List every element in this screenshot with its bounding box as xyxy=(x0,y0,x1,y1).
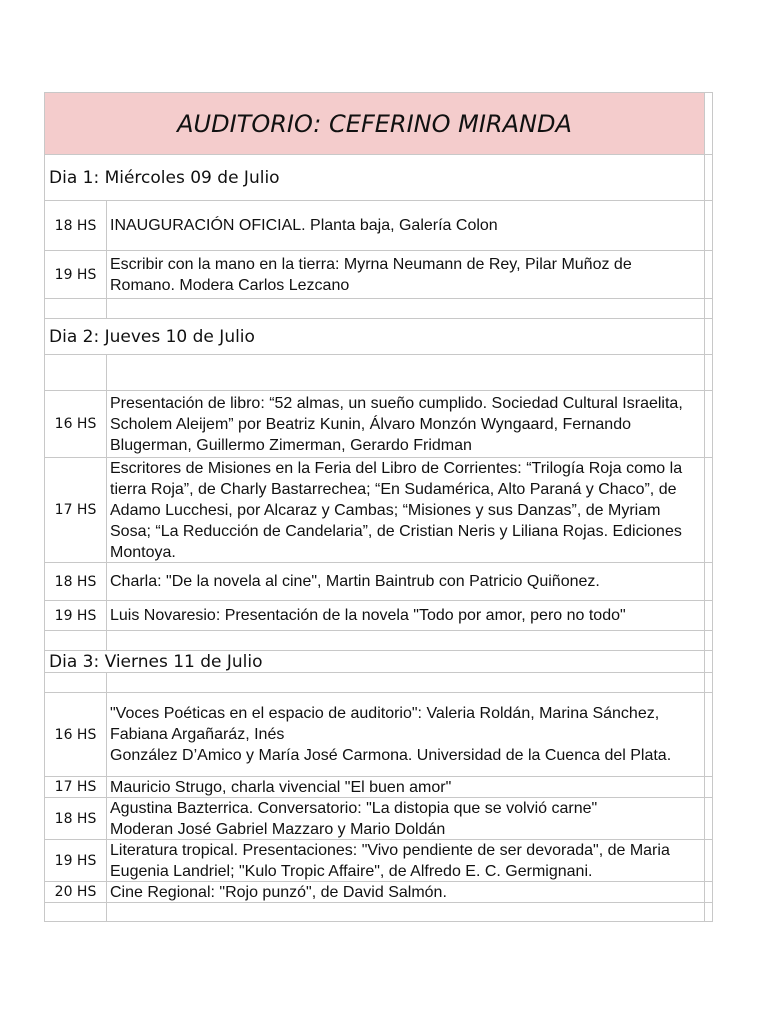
event-description: Mauricio Strugo, charla vivencial "El buen amor" xyxy=(110,778,452,796)
day-heading: Dia 2: Jueves 10 de Julio xyxy=(49,326,255,347)
event-time: 17 HS xyxy=(45,777,107,797)
day-heading-row xyxy=(45,651,713,673)
event-description: Cine Regional: "Rojo punzó", de David Salmón. xyxy=(110,883,447,901)
event-time: 18 HS xyxy=(45,201,107,250)
event-time: 17 HS xyxy=(45,458,107,562)
event-row xyxy=(45,563,713,601)
title-row xyxy=(45,93,713,155)
event-row xyxy=(45,601,713,631)
day-heading: Dia 1: Miércoles 09 de Julio xyxy=(49,167,280,188)
empty-row xyxy=(45,355,713,391)
event-time: 20 HS xyxy=(45,882,107,902)
empty-row xyxy=(45,631,713,651)
event-row xyxy=(45,798,713,840)
event-time: 19 HS xyxy=(45,601,107,630)
event-description: Literatura tropical. Presentaciones: "Vivo pendiente de ser devorada", de Maria Eugenia Landriel; "Kulo Tropic Affaire", de Alfredo E. C. Germignani. xyxy=(110,841,670,880)
schedule-table xyxy=(44,92,713,922)
page-title: AUDITORIO: CEFERINO MIRANDA xyxy=(177,109,572,138)
event-row xyxy=(45,882,713,903)
event-time: 18 HS xyxy=(45,563,107,600)
event-description: "Voces Poéticas en el espacio de auditorio": Valeria Roldán, Marina Sánchez, Fabiana Argañaráz, Inés González D’Amico y María José Carmona. Universidad de la Cuenca del Plata. xyxy=(110,705,672,764)
event-row xyxy=(45,201,713,251)
event-row xyxy=(45,840,713,882)
event-description: Agustina Bazterrica. Conversatorio: "La distopia que se volvió carne" Moderan José Gabriel Mazzaro y Mario Doldán xyxy=(110,799,598,838)
event-description: INAUGURACIÓN OFICIAL. Planta baja, Galería Colon xyxy=(110,217,498,234)
empty-time-cell xyxy=(45,631,107,650)
event-time: 18 HS xyxy=(45,798,107,839)
event-time: 19 HS xyxy=(45,840,107,881)
empty-row xyxy=(45,299,713,319)
event-time: 16 HS xyxy=(45,693,107,776)
day-heading-row xyxy=(45,319,713,355)
event-row xyxy=(45,777,713,798)
empty-row xyxy=(45,903,713,922)
empty-row xyxy=(45,673,713,693)
event-description: Luis Novaresio: Presentación de la novela "Todo por amor, pero no todo" xyxy=(110,607,626,624)
event-description: Escritores de Misiones en la Feria del Libro de Corrientes: “Trilogía Roja como la tierra Roja”, de Charly Bastarrechea; “En Sudamérica, Alto Paraná y Chaco”, de Adamo Lucchesi, por Alcaraz y Cambas; “Misiones y sus Danzas”, de Myriam Sosa; “La Reducción de Candelaria”, de Cristian Neris y Liliana Rojas. Ediciones Montoya. xyxy=(110,459,683,561)
empty-time-cell xyxy=(45,673,107,692)
event-description: Presentación de libro: “52 almas, un sueño cumplido. Sociedad Cultural Israelita, Scholem Aleijem” por Beatriz Kunin, Álvaro Monzón Wyngaard, Fernando Blugerman, Guillermo Zimerman, Gerardo Fridman xyxy=(110,394,683,454)
event-time: 16 HS xyxy=(45,391,107,457)
event-row xyxy=(45,391,713,458)
empty-time-cell xyxy=(45,299,107,318)
event-row xyxy=(45,458,713,563)
day-heading: Dia 3: Viernes 11 de Julio xyxy=(49,651,263,672)
event-row xyxy=(45,693,713,777)
event-row xyxy=(45,251,713,299)
event-time: 19 HS xyxy=(45,251,107,298)
empty-time-cell xyxy=(45,903,107,921)
event-description: Escribir con la mano en la tierra: Myrna Neumann de Rey, Pilar Muñoz de Romano. Modera Carlos Lezcano xyxy=(110,255,632,294)
day-heading-row xyxy=(45,155,713,201)
empty-time-cell xyxy=(45,355,107,390)
event-description: Charla: "De la novela al cine", Martin Baintrub con Patricio Quiñonez. xyxy=(110,573,600,590)
